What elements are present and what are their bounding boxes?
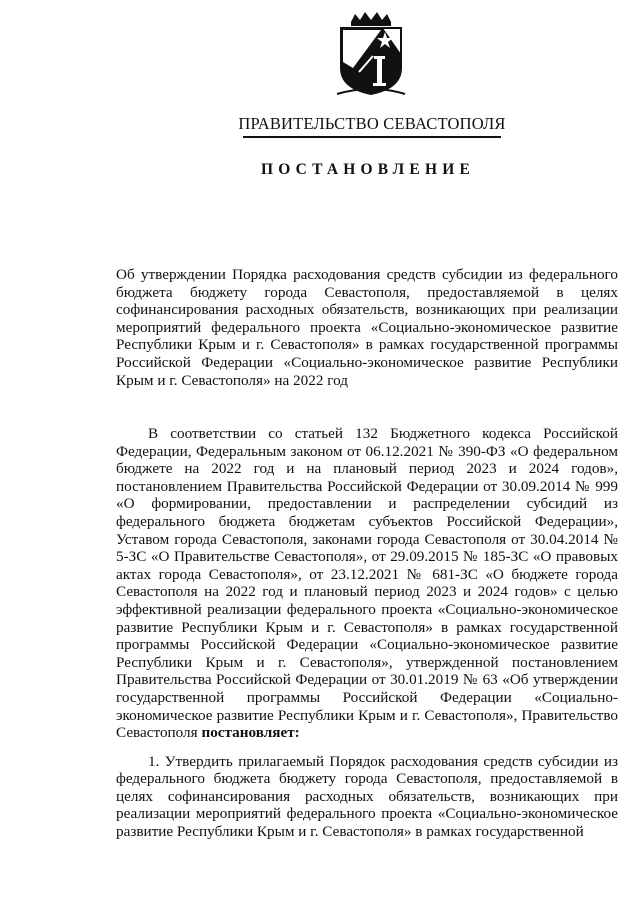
- preamble-text: В соответствии со статьей 132 Бюджетного кодекса Российской Федерации, Федеральным законом от 06.12.2021 № 390-ФЗ «О федеральном бюджете на 2022 год и на плановый период 2023 и 2024 годов», постановлением Правительства Российской Федерации от 30.09.2014 № 999 «О формировании, предоставлении и распределении субсидий из федерального бюджета бюджетам субъектов Российской Федерации», Уставом города Севастополя, законами города Севастополя от 30.04.2014 № 5-ЗС «О Правительстве Севастополя», от 29.09.2015 № 185-ЗС «О правовых актах города Севастополя», от 23.12.2021 № 681-ЗС «О бюджете города Севастополя на 2022 год и плановый период 2023 и 2024 годов» с целью эффективной реализации федерального проекта «Социально-экономическое развитие Республики Крым и г. Севастополя» в рамках государственной программы Российской Федерации «Социально-экономическое развитие Республики Крым и г. Севастополя», утвержденной постановлением Правительства Российской Федерации от 30.01.2019 № 63 «Об утверждении государственной программы Российской Федерации «Социально-экономическое развитие Республики Крым и г. Севастополя», Правительство Севастополя: [116, 425, 618, 742]
- item-1-paragraph: 1. Утвердить прилагаемый Порядок расходования средств субсидии из федерального бюджета бюджету города Севастополя, предоставляемой в целях софинансирования расходных обязательств, возникающих при реализации мероприятий федерального проекта «Социально-экономическое развитие Республики Крым и г. Севастополя» в рамках государственной: [116, 752, 618, 841]
- decree-word: постановляет:: [201, 724, 300, 742]
- sevastopol-coat-of-arms-icon: [333, 10, 409, 96]
- document-subject: Об утверждении Порядка расходования средств субсидии из федерального бюджета бюджету города Севастополя, предоставляемой в целях софинансирования расходных обязательств, возникающих при реализации мероприятий федерального проекта «Социально-экономическое развитие Республики Крым и г. Севастополя» в рамках государственной программы Российской Федерации «Социально-экономическое развитие Республики Крым и г. Севастополя» на 2022 год: [116, 266, 618, 389]
- document-type: ПОСТАНОВЛЕНИЕ: [260, 161, 476, 178]
- government-name: ПРАВИТЕЛЬСТВО СЕВАСТОПОЛЯ: [238, 114, 506, 133]
- document-body: [116, 425, 618, 841]
- preamble-paragraph: [116, 425, 618, 742]
- government-title: [0, 114, 640, 138]
- title-underline: [243, 136, 501, 138]
